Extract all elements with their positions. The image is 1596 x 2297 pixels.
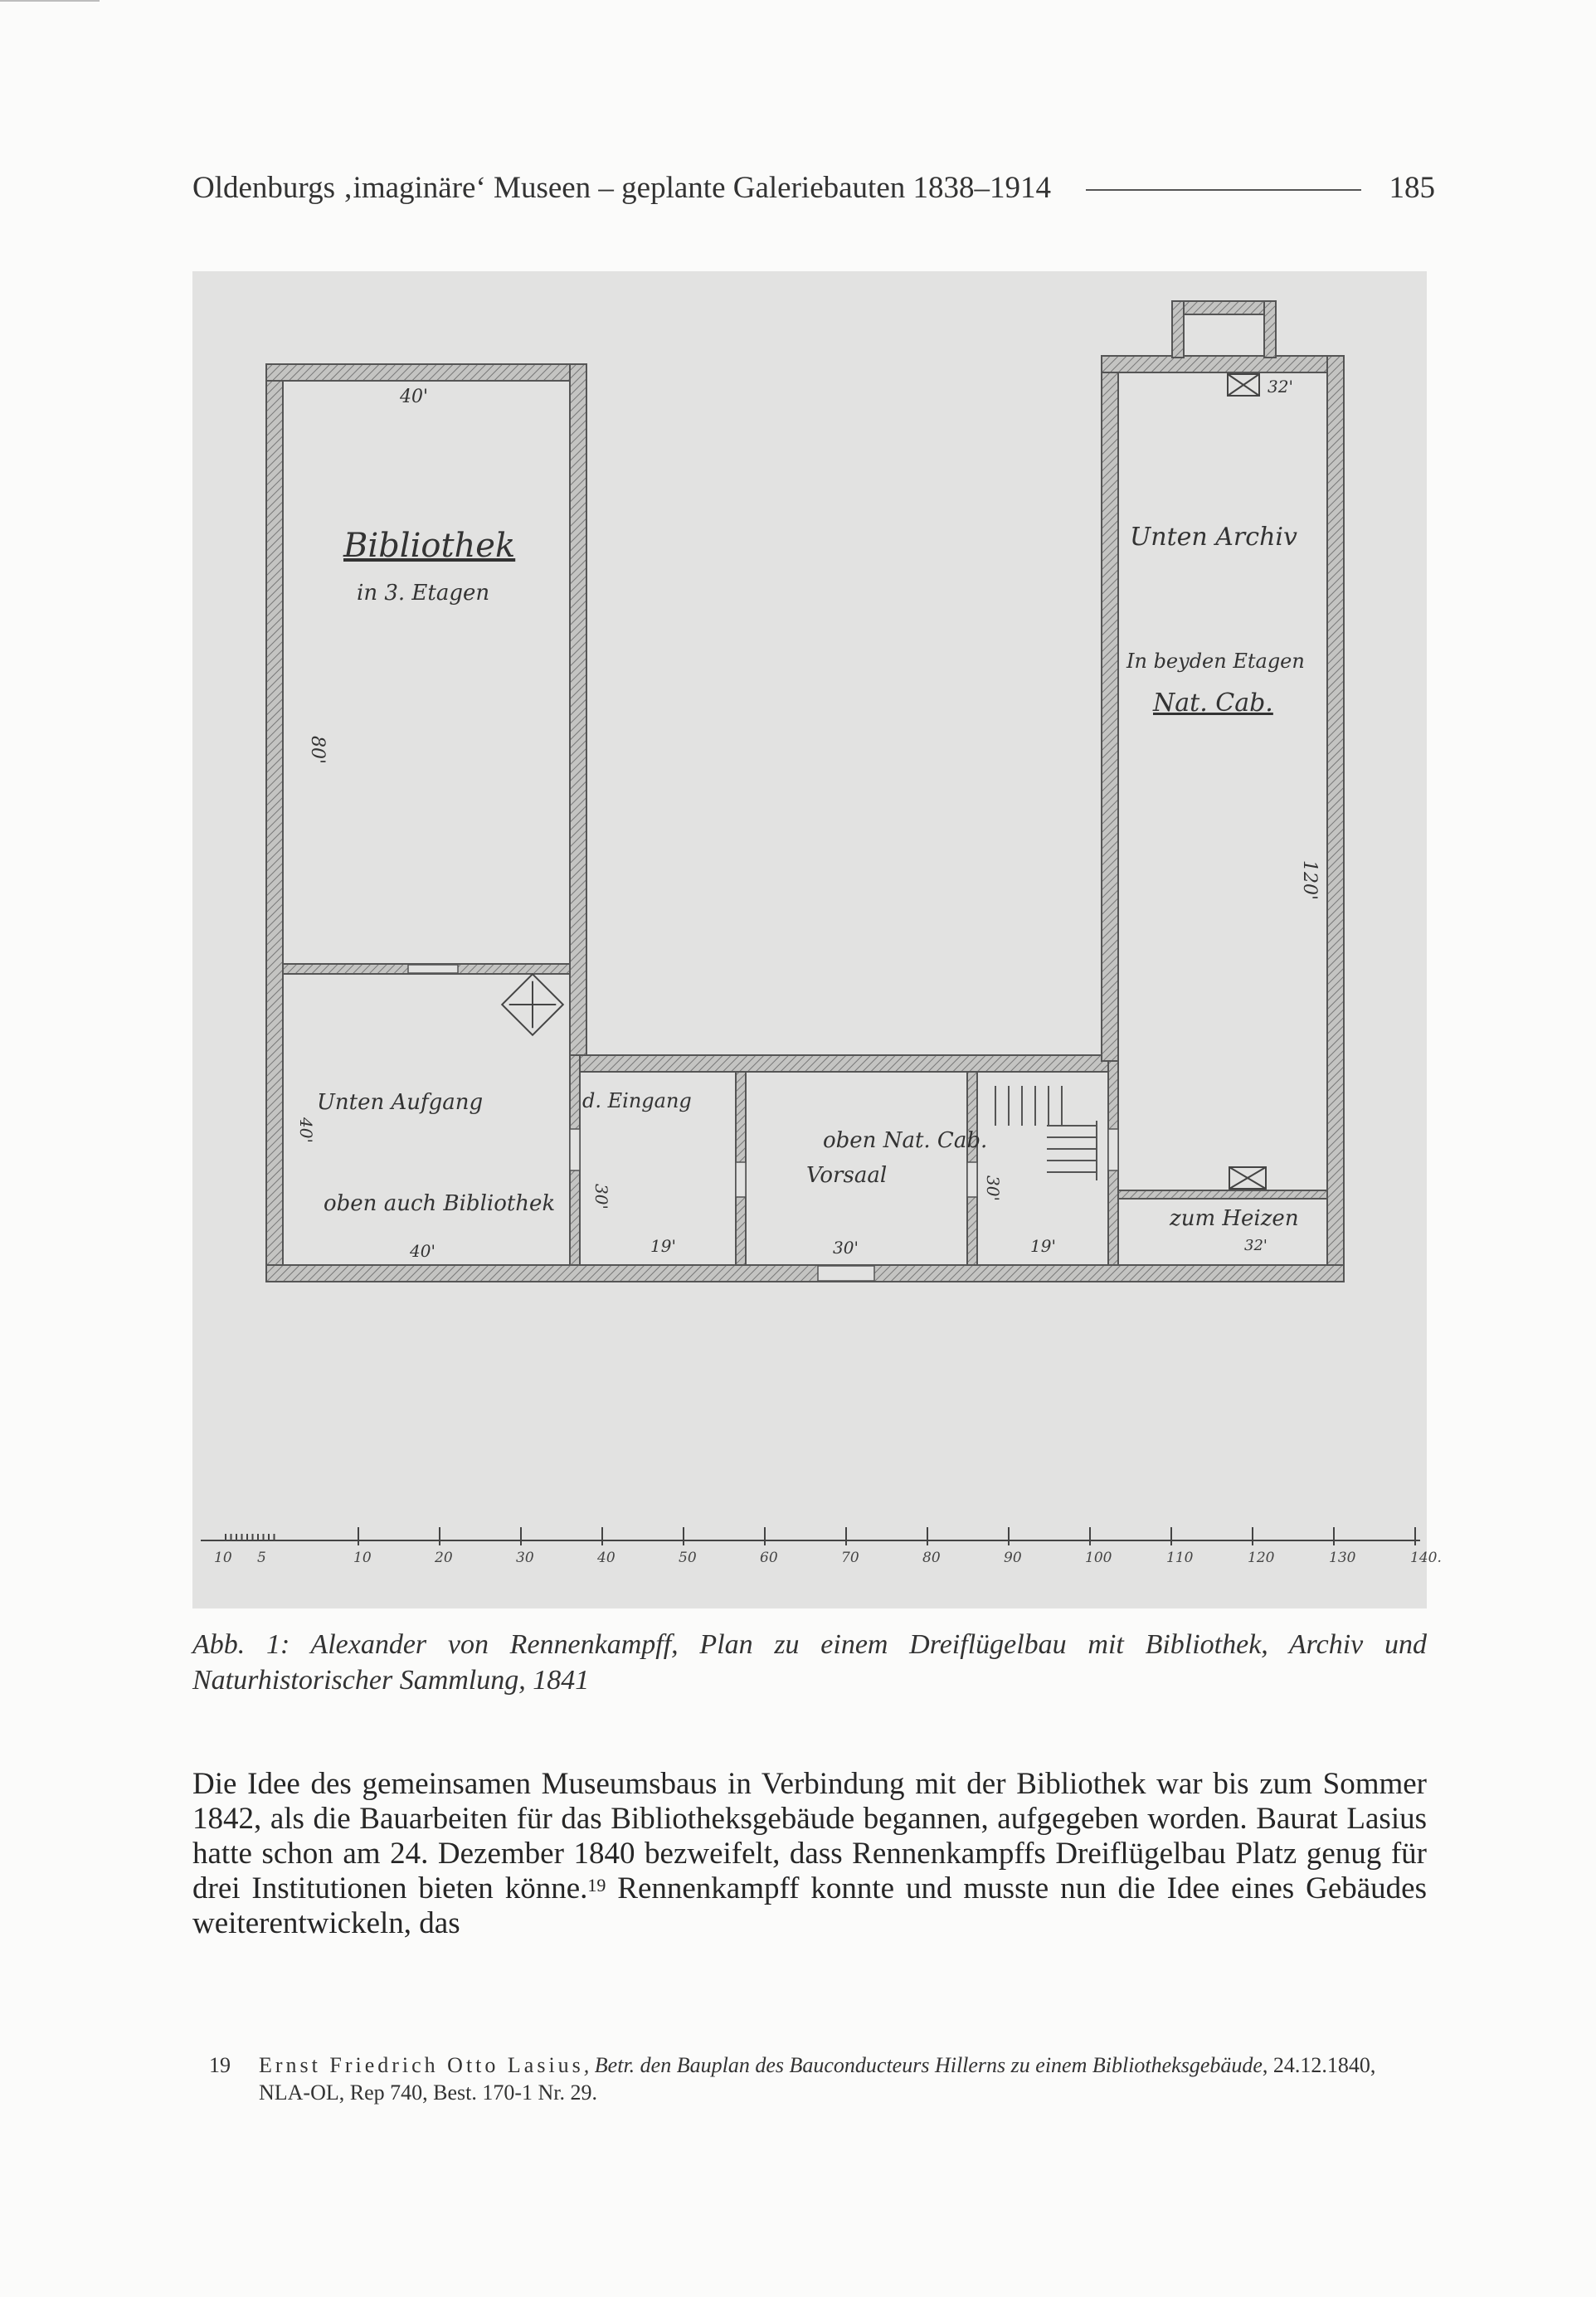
label-oben-bibliothek: oben auch Bibliothek	[324, 1191, 556, 1216]
scale-label: 70	[841, 1550, 859, 1566]
scale-label: 140.	[1410, 1550, 1442, 1566]
scale-label: 100	[1085, 1550, 1112, 1566]
dim-32-top: 32'	[1268, 377, 1293, 397]
dim-30-b: 30'	[833, 1238, 859, 1258]
scale-label: 80	[922, 1550, 941, 1566]
scale-label: 90	[1004, 1550, 1022, 1566]
dim-30-a: 30'	[591, 1184, 611, 1209]
label-unten-archiv: Unten Archiv	[1130, 523, 1297, 552]
dim-19-a: 19'	[650, 1236, 676, 1256]
scale-label: 110	[1166, 1550, 1194, 1566]
label-d-eingang: d. Eingang	[582, 1089, 692, 1112]
scale-label: 30	[516, 1550, 534, 1566]
label-vorsaal: Vorsaal	[806, 1163, 888, 1188]
scale-label: 50	[679, 1550, 697, 1566]
label-oben-nat-cab: oben Nat. Cab.	[823, 1128, 988, 1153]
running-title: Oldenburgs ‚imaginäre‘ Museen – geplante Galeriebauten 1838–1914	[192, 171, 1052, 205]
footnote-number: 19	[209, 2053, 231, 2077]
header-rule	[1086, 189, 1360, 191]
dim-19-b: 19'	[1030, 1236, 1056, 1256]
footnote-reference: 19	[587, 1875, 606, 1896]
label-unten-aufgang: Unten Aufgang	[317, 1090, 484, 1115]
scale-label: 20	[435, 1550, 453, 1566]
dim-40-side: 40'	[296, 1117, 316, 1143]
floor-plan-figure	[192, 271, 1442, 1608]
scale-label: 120	[1248, 1550, 1275, 1566]
label-zum-heizen: zum Heizen	[1170, 1206, 1299, 1231]
dim-120: 120'	[1299, 860, 1320, 901]
footnote-title: Betr. den Bauplan des Bauconducteurs Hillerns zu einem Bibliotheksgebäude	[594, 2053, 1263, 2077]
label-nat-cab: Nat. Cab.	[1153, 689, 1273, 718]
dim-40-bottom: 40'	[410, 1241, 435, 1261]
label-in-beyden-etagen: In beyden Etagen	[1126, 650, 1305, 673]
figure-caption: Abb. 1: Alexander von Rennenkampff, Plan zu einem Dreiflügelbau mit Bibliothek, Archiv und Naturhistorischer Sammlung, 1841	[192, 1629, 1427, 1696]
label-bibliothek: Bibliothek	[343, 527, 516, 565]
dim-32-bottom: 32'	[1244, 1237, 1268, 1254]
footnote-rest: 24.12.1840, NLA-OL, Rep 740, Best. 170-1 Nr. 29.	[259, 2053, 1376, 2105]
floor-plan-drawing	[192, 271, 1442, 1608]
dim-80: 80'	[307, 736, 328, 765]
paragraph-text-2: Rennenkampff konnte und musste nun die Idee eines Gebäudes weiterentwickeln, das	[192, 1871, 1427, 1940]
body-paragraph	[192, 1767, 1427, 1941]
dim-40-top: 40'	[400, 387, 429, 407]
footnote	[209, 2051, 1427, 2106]
label-in-3-etagen: in 3. Etagen	[357, 581, 490, 606]
scale-label: 5	[257, 1550, 266, 1566]
footnote-author: Ernst Friedrich Otto Lasius	[259, 2053, 584, 2077]
scale-label: 130	[1329, 1550, 1356, 1566]
page-number: 185	[1389, 171, 1435, 205]
footnote-text: Ernst Friedrich Otto Lasius, Betr. den Bauplan des Bauconducteurs Hillerns zu einem Bibliotheksgebäude, 24.12.1840, NLA-OL, Rep 740, Best. 170-1 Nr. 29.	[259, 2053, 1376, 2105]
paragraph-text-1: Die Idee des gemeinsamen Museumsbaus in Verbindung mit der Bibliothek war bis zum Sommer 1842, als die Bauarbeiten für das Bibliotheksgebäude begannen, aufgegeben worden. Baurat Lasius hatte schon am 24. Dezember 1840 bezweifelt, dass Rennenkampffs Dreiflügelbau Platz genug für drei Institutionen bieten könne.	[192, 1767, 1427, 1905]
running-header	[192, 170, 1435, 206]
dim-30-c: 30'	[983, 1175, 1003, 1201]
page-edge-line	[0, 0, 100, 2]
scale-label: 10	[214, 1550, 232, 1566]
scale-label: 10	[353, 1550, 372, 1566]
scale-label: 40	[597, 1550, 616, 1566]
scale-label: 60	[760, 1550, 778, 1566]
